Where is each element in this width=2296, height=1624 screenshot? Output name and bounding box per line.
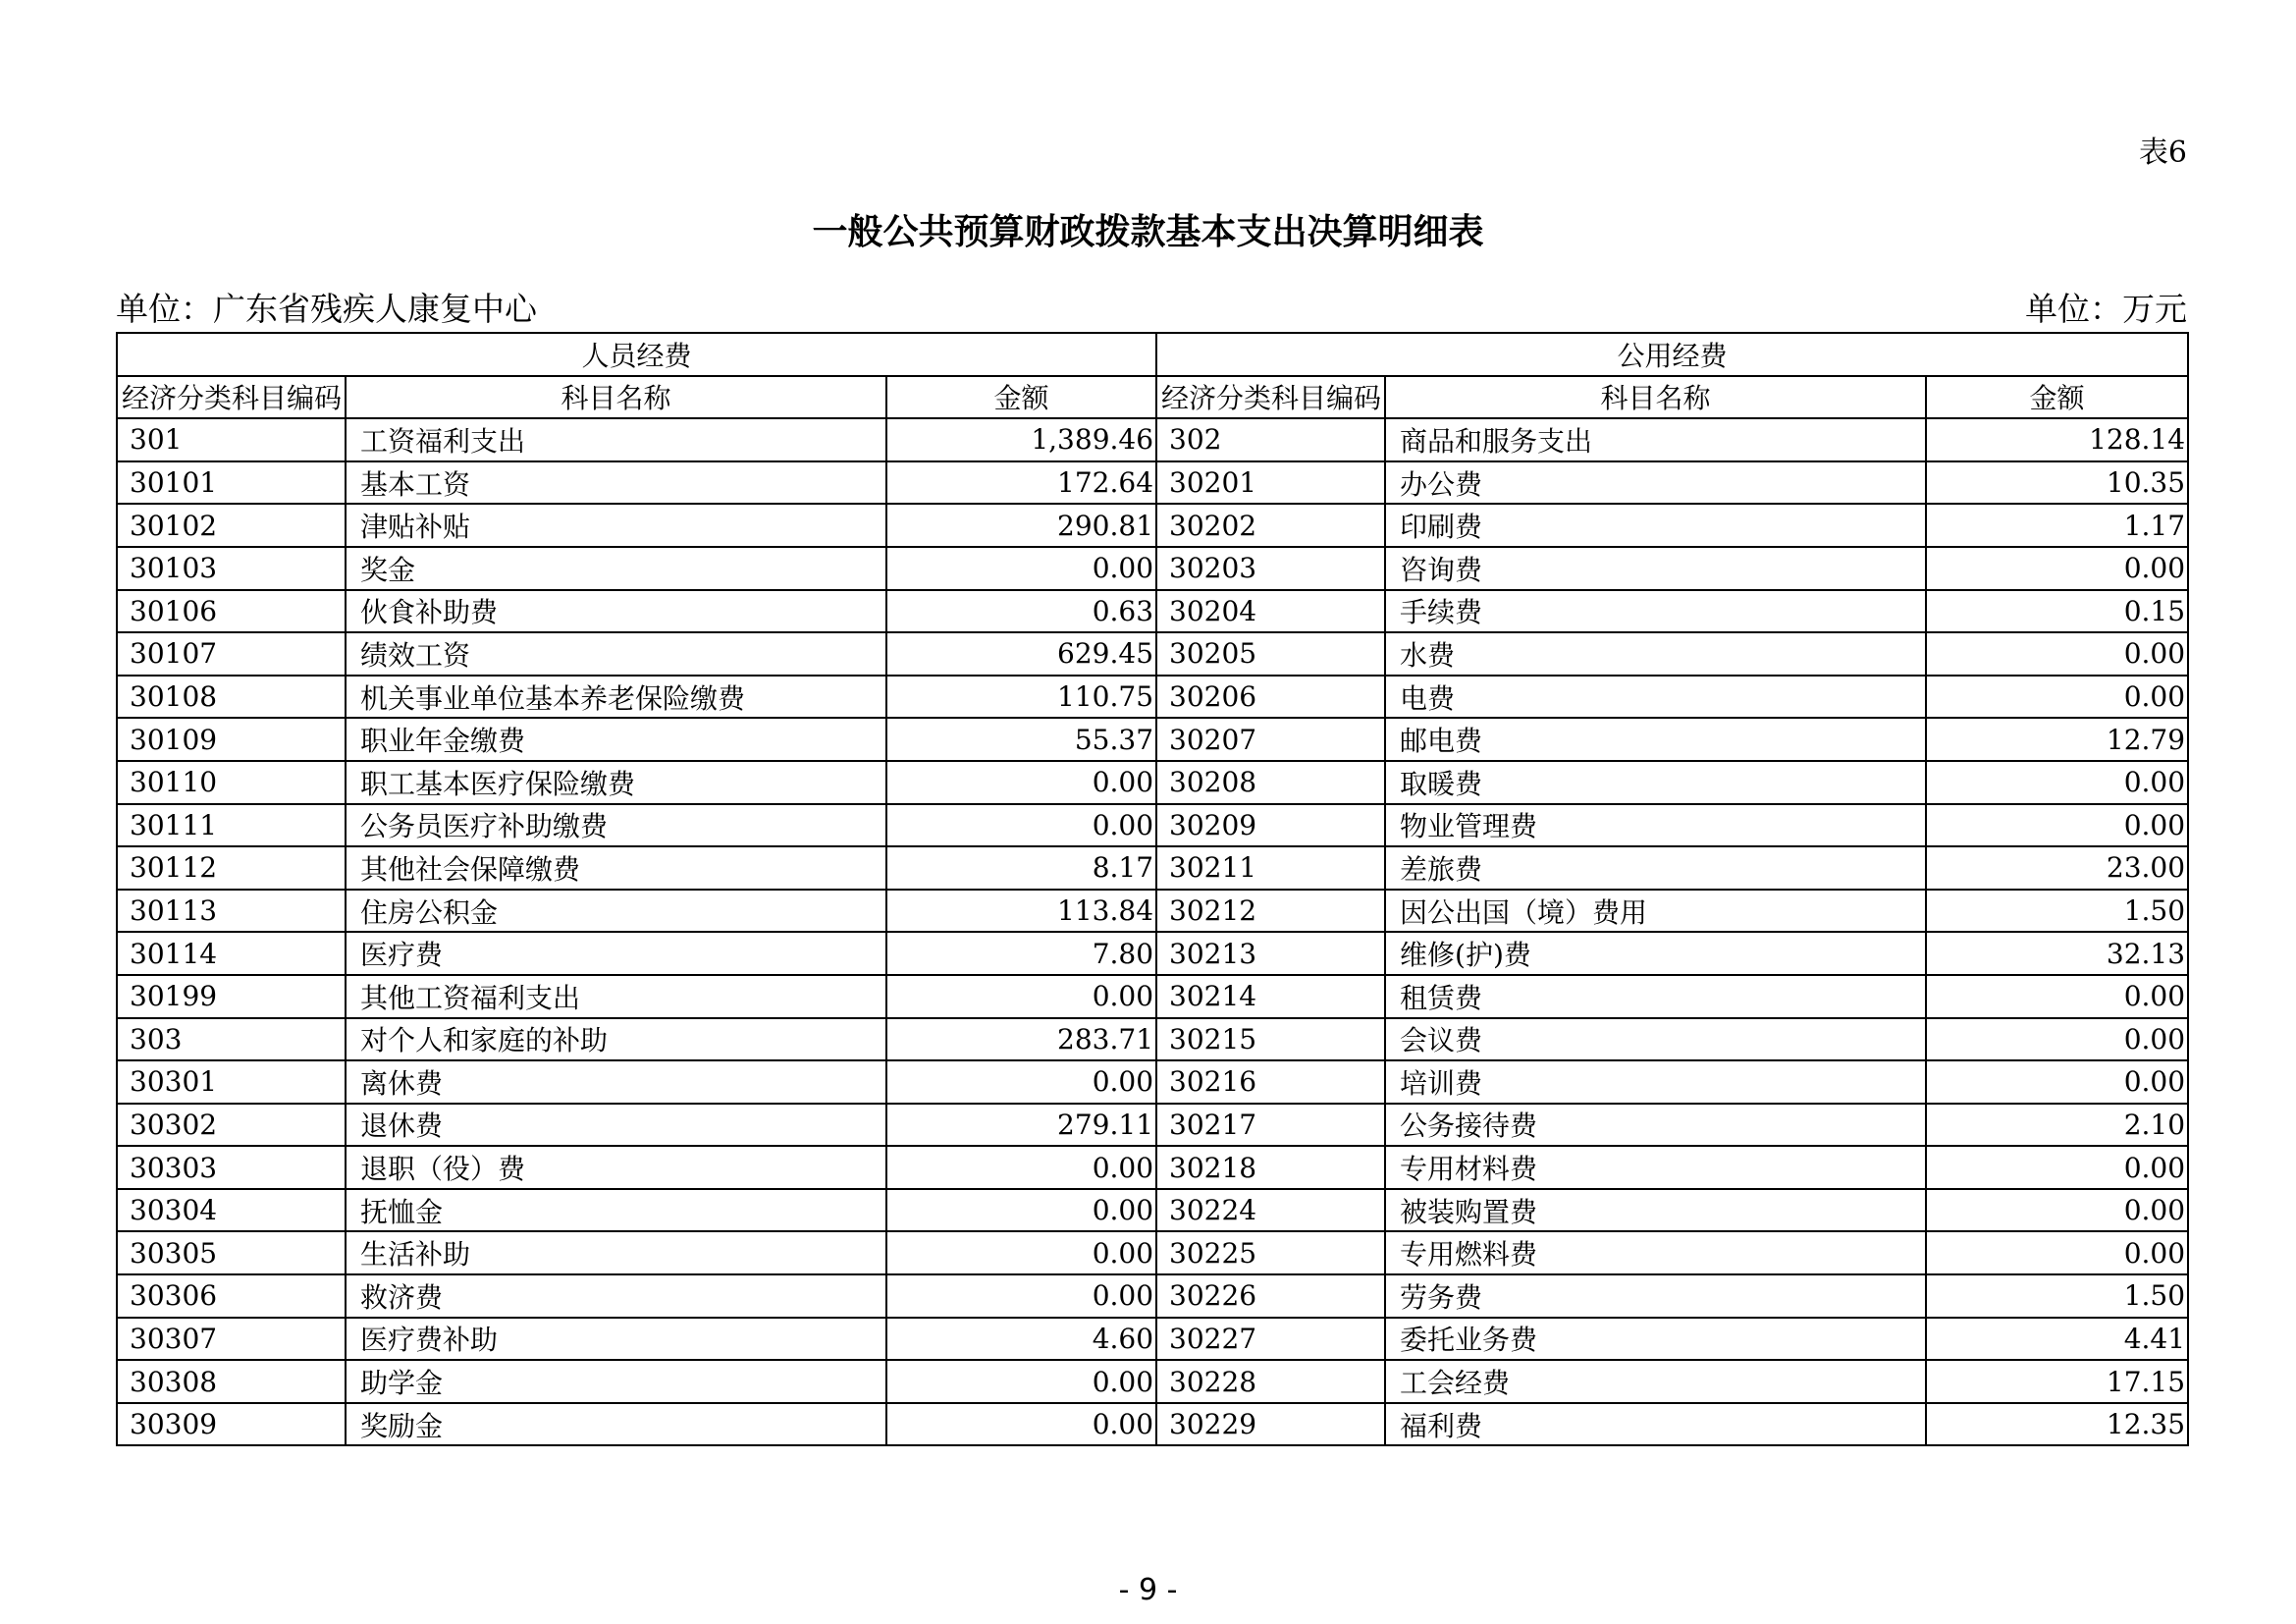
left-code-cell: 30304 <box>117 1189 346 1232</box>
left-name-cell: 对个人和家庭的补助 <box>346 1018 886 1061</box>
right-code-cell: 30215 <box>1156 1018 1385 1061</box>
right-code-cell: 30213 <box>1156 932 1385 975</box>
left-amount-cell: 0.00 <box>886 761 1156 804</box>
left-name-cell: 公务员医疗补助缴费 <box>346 804 886 847</box>
right-name-cell: 印刷费 <box>1385 504 1926 547</box>
right-name-cell: 手续费 <box>1385 590 1926 633</box>
expenditure-table <box>116 332 2189 1446</box>
left-code-cell: 30106 <box>117 590 346 633</box>
table-row <box>117 632 2188 676</box>
table-row <box>117 1018 2188 1061</box>
left-code-cell: 30108 <box>117 676 346 719</box>
table-body <box>117 418 2188 1445</box>
left-amount-cell: 279.11 <box>886 1104 1156 1147</box>
right-code-cell: 30204 <box>1156 590 1385 633</box>
left-name-cell: 离休费 <box>346 1060 886 1104</box>
left-name-cell: 绩效工资 <box>346 632 886 676</box>
right-code-cell: 30224 <box>1156 1189 1385 1232</box>
left-name-cell: 其他工资福利支出 <box>346 975 886 1018</box>
left-amount-cell: 283.71 <box>886 1018 1156 1061</box>
left-name-cell: 机关事业单位基本养老保险缴费 <box>346 676 886 719</box>
left-amount-cell: 0.00 <box>886 547 1156 590</box>
right-name-cell: 被装购置费 <box>1385 1189 1926 1232</box>
page-title: 一般公共预算财政拨款基本支出决算明细表 <box>812 211 1484 252</box>
table-number-label: 表6 <box>2138 135 2187 170</box>
table-row <box>117 804 2188 847</box>
right-code-cell: 30227 <box>1156 1318 1385 1361</box>
left-code-cell: 30111 <box>117 804 346 847</box>
left-amount-cell: 172.64 <box>886 461 1156 505</box>
table-row <box>117 1146 2188 1189</box>
left-code-cell: 30306 <box>117 1274 346 1318</box>
right-amount-cell: 1.17 <box>1926 504 2188 547</box>
left-name-cell: 退职（役）费 <box>346 1146 886 1189</box>
table-row <box>117 846 2188 890</box>
right-code-header: 经济分类科目编码 <box>1156 376 1385 419</box>
table-row <box>117 1318 2188 1361</box>
right-code-cell: 30201 <box>1156 461 1385 505</box>
right-name-cell: 劳务费 <box>1385 1274 1926 1318</box>
right-code-cell: 30211 <box>1156 846 1385 890</box>
right-amount-cell: 0.00 <box>1926 632 2188 676</box>
table-row <box>117 1360 2188 1403</box>
left-code-cell: 303 <box>117 1018 346 1061</box>
left-name-cell: 医疗费 <box>346 932 886 975</box>
right-name-cell: 专用燃料费 <box>1385 1231 1926 1274</box>
table-row <box>117 932 2188 975</box>
personnel-expense-header: 人员经费 <box>117 333 1156 376</box>
left-code-cell: 30113 <box>117 890 346 933</box>
right-amount-cell: 0.00 <box>1926 1060 2188 1104</box>
left-code-cell: 30301 <box>117 1060 346 1104</box>
right-amount-cell: 23.00 <box>1926 846 2188 890</box>
left-code-cell: 30309 <box>117 1403 346 1446</box>
left-amount-cell: 8.17 <box>886 846 1156 890</box>
left-code-cell: 30199 <box>117 975 346 1018</box>
left-code-cell: 30103 <box>117 547 346 590</box>
right-code-cell: 30229 <box>1156 1403 1385 1446</box>
table-row <box>117 1231 2188 1274</box>
right-amount-cell: 12.79 <box>1926 718 2188 761</box>
left-amount-cell: 0.00 <box>886 1403 1156 1446</box>
right-amount-cell: 32.13 <box>1926 932 2188 975</box>
right-code-cell: 30208 <box>1156 761 1385 804</box>
group-header-row <box>117 333 2188 376</box>
right-amount-cell: 0.00 <box>1926 1189 2188 1232</box>
table-row <box>117 975 2188 1018</box>
right-name-cell: 租赁费 <box>1385 975 1926 1018</box>
right-code-cell: 30216 <box>1156 1060 1385 1104</box>
left-amount-cell: 7.80 <box>886 932 1156 975</box>
left-code-cell: 30109 <box>117 718 346 761</box>
left-code-cell: 30114 <box>117 932 346 975</box>
right-name-cell: 咨询费 <box>1385 547 1926 590</box>
right-name-cell: 维修(护)费 <box>1385 932 1926 975</box>
table-row <box>117 1403 2188 1446</box>
right-amount-cell: 0.00 <box>1926 1018 2188 1061</box>
right-name-cell: 专用材料费 <box>1385 1146 1926 1189</box>
right-code-cell: 30203 <box>1156 547 1385 590</box>
column-header-row <box>117 376 2188 419</box>
public-expense-header: 公用经费 <box>1156 333 2188 376</box>
unit-row <box>116 289 2187 330</box>
table-row <box>117 718 2188 761</box>
unit-currency: 单位：万元 <box>2025 290 2187 328</box>
table-row <box>117 1274 2188 1318</box>
right-amount-cell: 128.14 <box>1926 418 2188 461</box>
right-code-cell: 30214 <box>1156 975 1385 1018</box>
unit-organization: 单位：广东省残疾人康复中心 <box>116 290 537 328</box>
right-name-cell: 委托业务费 <box>1385 1318 1926 1361</box>
right-code-cell: 30212 <box>1156 890 1385 933</box>
right-code-cell: 30206 <box>1156 676 1385 719</box>
right-code-cell: 30207 <box>1156 718 1385 761</box>
right-name-cell: 电费 <box>1385 676 1926 719</box>
right-code-cell: 30228 <box>1156 1360 1385 1403</box>
right-amount-cell: 0.00 <box>1926 761 2188 804</box>
right-amount-cell: 0.00 <box>1926 1231 2188 1274</box>
left-amount-cell: 290.81 <box>886 504 1156 547</box>
table-row <box>117 676 2188 719</box>
left-name-cell: 其他社会保障缴费 <box>346 846 886 890</box>
left-amount-cell: 0.00 <box>886 1146 1156 1189</box>
right-amount-cell: 0.00 <box>1926 804 2188 847</box>
table-row <box>117 761 2188 804</box>
left-code-cell: 30307 <box>117 1318 346 1361</box>
left-name-cell: 奖金 <box>346 547 886 590</box>
left-name-cell: 津贴补贴 <box>346 504 886 547</box>
right-name-cell: 物业管理费 <box>1385 804 1926 847</box>
right-amount-cell: 0.15 <box>1926 590 2188 633</box>
right-code-cell: 302 <box>1156 418 1385 461</box>
right-name-cell: 邮电费 <box>1385 718 1926 761</box>
left-code-cell: 30303 <box>117 1146 346 1189</box>
table-row <box>117 1104 2188 1147</box>
left-name-cell: 工资福利支出 <box>346 418 886 461</box>
right-amount-header: 金额 <box>1926 376 2188 419</box>
left-name-cell: 医疗费补助 <box>346 1318 886 1361</box>
right-amount-cell: 0.00 <box>1926 975 2188 1018</box>
left-amount-cell: 0.00 <box>886 1360 1156 1403</box>
left-amount-cell: 1,389.46 <box>886 418 1156 461</box>
table-row <box>117 504 2188 547</box>
left-name-cell: 职工基本医疗保险缴费 <box>346 761 886 804</box>
right-code-cell: 30225 <box>1156 1231 1385 1274</box>
right-name-cell: 工会经费 <box>1385 1360 1926 1403</box>
right-amount-cell: 4.41 <box>1926 1318 2188 1361</box>
right-name-cell: 培训费 <box>1385 1060 1926 1104</box>
left-code-header: 经济分类科目编码 <box>117 376 346 419</box>
left-code-cell: 30305 <box>117 1231 346 1274</box>
left-amount-cell: 55.37 <box>886 718 1156 761</box>
table-row <box>117 1189 2188 1232</box>
left-amount-header: 金额 <box>886 376 1156 419</box>
left-amount-cell: 629.45 <box>886 632 1156 676</box>
right-name-cell: 公务接待费 <box>1385 1104 1926 1147</box>
left-name-cell: 奖励金 <box>346 1403 886 1446</box>
right-name-cell: 水费 <box>1385 632 1926 676</box>
right-code-cell: 30205 <box>1156 632 1385 676</box>
left-amount-cell: 0.00 <box>886 804 1156 847</box>
right-amount-cell: 0.00 <box>1926 547 2188 590</box>
left-code-cell: 30302 <box>117 1104 346 1147</box>
left-amount-cell: 0.00 <box>886 1189 1156 1232</box>
left-amount-cell: 0.00 <box>886 1274 1156 1318</box>
table-row <box>117 547 2188 590</box>
table-row <box>117 890 2188 933</box>
right-name-cell: 会议费 <box>1385 1018 1926 1061</box>
left-amount-cell: 0.63 <box>886 590 1156 633</box>
right-name-cell: 差旅费 <box>1385 846 1926 890</box>
left-name-cell: 抚恤金 <box>346 1189 886 1232</box>
table-row <box>117 461 2188 505</box>
left-name-cell: 职业年金缴费 <box>346 718 886 761</box>
right-amount-cell: 17.15 <box>1926 1360 2188 1403</box>
right-code-cell: 30209 <box>1156 804 1385 847</box>
left-name-header: 科目名称 <box>346 376 886 419</box>
left-name-cell: 生活补助 <box>346 1231 886 1274</box>
right-name-cell: 福利费 <box>1385 1403 1926 1446</box>
right-name-cell: 因公出国（境）费用 <box>1385 890 1926 933</box>
left-amount-cell: 113.84 <box>886 890 1156 933</box>
right-amount-cell: 0.00 <box>1926 1146 2188 1189</box>
left-name-cell: 住房公积金 <box>346 890 886 933</box>
left-name-cell: 基本工资 <box>346 461 886 505</box>
left-name-cell: 助学金 <box>346 1360 886 1403</box>
left-code-cell: 30308 <box>117 1360 346 1403</box>
left-amount-cell: 110.75 <box>886 676 1156 719</box>
right-amount-cell: 1.50 <box>1926 890 2188 933</box>
right-amount-cell: 12.35 <box>1926 1403 2188 1446</box>
right-name-cell: 办公费 <box>1385 461 1926 505</box>
right-amount-cell: 10.35 <box>1926 461 2188 505</box>
right-code-cell: 30217 <box>1156 1104 1385 1147</box>
right-name-cell: 商品和服务支出 <box>1385 418 1926 461</box>
left-code-cell: 30110 <box>117 761 346 804</box>
left-amount-cell: 0.00 <box>886 1060 1156 1104</box>
table-row <box>117 1060 2188 1104</box>
right-name-header: 科目名称 <box>1385 376 1926 419</box>
left-code-cell: 30112 <box>117 846 346 890</box>
left-amount-cell: 0.00 <box>886 975 1156 1018</box>
right-amount-cell: 1.50 <box>1926 1274 2188 1318</box>
left-code-cell: 30107 <box>117 632 346 676</box>
left-amount-cell: 4.60 <box>886 1318 1156 1361</box>
left-name-cell: 退休费 <box>346 1104 886 1147</box>
right-code-cell: 30226 <box>1156 1274 1385 1318</box>
right-amount-cell: 2.10 <box>1926 1104 2188 1147</box>
right-amount-cell: 0.00 <box>1926 676 2188 719</box>
right-code-cell: 30202 <box>1156 504 1385 547</box>
left-code-cell: 301 <box>117 418 346 461</box>
left-amount-cell: 0.00 <box>886 1231 1156 1274</box>
left-code-cell: 30102 <box>117 504 346 547</box>
left-name-cell: 救济费 <box>346 1274 886 1318</box>
right-code-cell: 30218 <box>1156 1146 1385 1189</box>
left-code-cell: 30101 <box>117 461 346 505</box>
right-name-cell: 取暖费 <box>1385 761 1926 804</box>
page-number: - 9 - <box>1118 1573 1178 1607</box>
left-name-cell: 伙食补助费 <box>346 590 886 633</box>
table-row <box>117 418 2188 461</box>
table-row <box>117 590 2188 633</box>
